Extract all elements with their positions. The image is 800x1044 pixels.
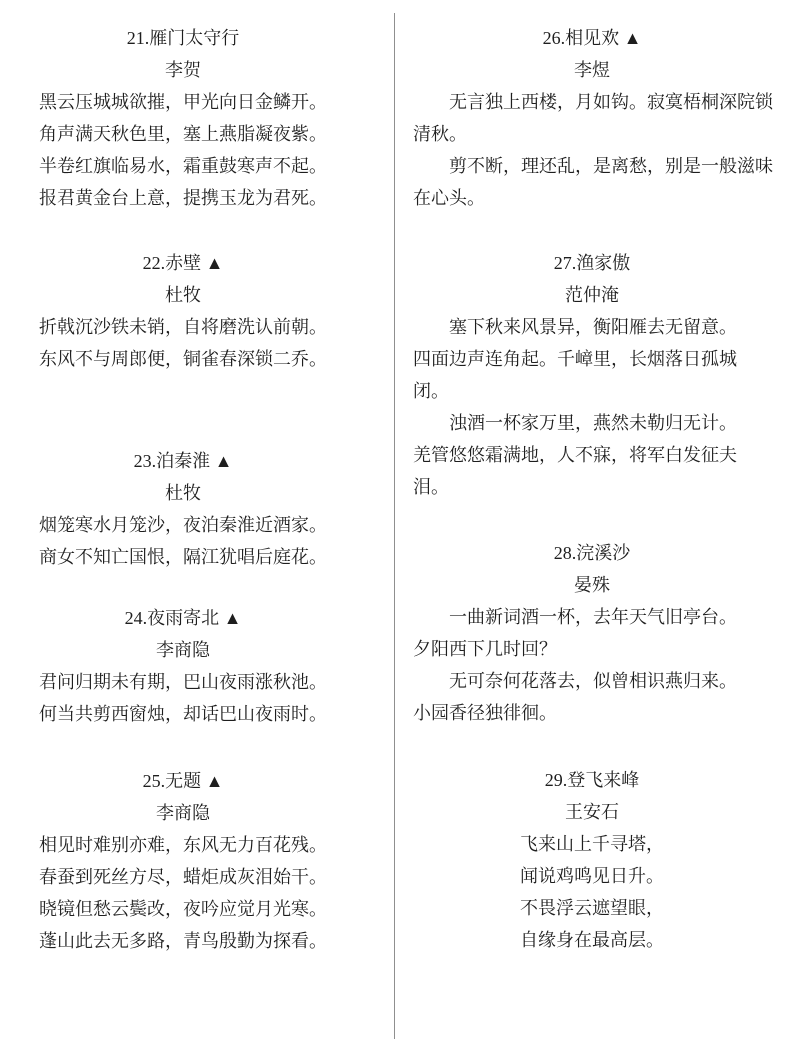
poem-line: 不畏浮云遮望眼，	[520, 898, 664, 918]
poem-line: 羌管悠悠霜满地，人不寐，将军白发征夫	[413, 445, 737, 465]
poem-title: 25.无题 ▲	[142, 771, 224, 791]
poem	[0, 765, 366, 957]
poem-line: 黑云压城城欲摧，甲光向日金鳞开。	[39, 92, 327, 112]
poem-title: 22.赤壁 ▲	[142, 253, 224, 273]
poem-author: 范仲淹	[565, 285, 619, 305]
right-column	[413, 22, 771, 956]
poem-author: 李煜	[574, 60, 610, 80]
poem-line: 在心头。	[413, 188, 485, 208]
poem-title: 21.雁门太守行	[126, 28, 240, 48]
poem-line: 蓬山此去无多路，青鸟殷勤为探看。	[39, 931, 327, 951]
poem-line: 塞下秋来风景异，衡阳雁去无留意。	[449, 317, 737, 337]
poem-line: 飞来山上千寻塔，	[520, 834, 664, 854]
poem-author: 杜牧	[165, 285, 201, 305]
poem-line: 夕阳西下几时回？	[413, 639, 557, 659]
poem-title: 24.夜雨寄北 ▲	[124, 608, 242, 628]
poem-line: 闭。	[413, 381, 449, 401]
poem-author: 杜牧	[165, 483, 201, 503]
poem-line: 泪。	[413, 477, 449, 497]
poem	[0, 247, 366, 375]
poem-title: 26.相见欢 ▲	[542, 28, 642, 48]
poem-line: 清秋。	[413, 124, 467, 144]
poem-line: 闻说鸡鸣见日升。	[520, 866, 664, 886]
poem-line: 四面边声连角起。千嶂里，长烟落日孤城	[413, 349, 737, 369]
poem	[0, 602, 366, 730]
left-column	[0, 22, 366, 957]
poem-author: 李贺	[165, 60, 201, 80]
poem-line: 半卷红旗临易水，霜重鼓寒声不起。	[39, 156, 327, 176]
poem-line: 商女不知亡国恨，隔江犹唱后庭花。	[39, 547, 327, 567]
poem-line: 无言独上西楼，月如钩。寂寞梧桐深院锁	[449, 92, 773, 112]
poem-line: 一曲新词酒一杯，去年天气旧亭台。	[449, 607, 737, 627]
poem-line: 东风不与周郎便，铜雀春深锁二乔。	[39, 349, 327, 369]
poem-line: 相见时难别亦难，东风无力百花残。	[39, 835, 327, 855]
poem-author: 晏殊	[574, 575, 610, 595]
poem-line: 小园香径独徘徊。	[413, 703, 557, 723]
poem-line: 春蚕到死丝方尽，蜡炬成灰泪始干。	[39, 867, 327, 887]
poem-title: 29.登飞来峰	[544, 770, 640, 790]
poem-line: 报君黄金台上意，提携玉龙为君死。	[39, 188, 327, 208]
poem	[0, 445, 366, 573]
poem-line: 自缘身在最高层。	[520, 930, 664, 950]
poem-line: 浊酒一杯家万里，燕然未勒归无计。	[449, 413, 737, 433]
poem	[413, 22, 771, 214]
poem-line: 折戟沉沙铁未销，自将磨洗认前朝。	[39, 317, 327, 337]
poem	[413, 764, 771, 956]
poem-author: 李商隐	[156, 803, 210, 823]
poem-line: 君问归期未有期，巴山夜雨涨秋池。	[39, 672, 327, 692]
poem-line: 角声满天秋色里，塞上燕脂凝夜紫。	[39, 124, 327, 144]
poem	[413, 537, 771, 729]
poem-title: 27.渔家傲	[553, 253, 631, 273]
poem-line: 烟笼寒水月笼沙，夜泊秦淮近酒家。	[39, 515, 327, 535]
poem	[0, 22, 366, 214]
poem-line: 剪不断，理还乱，是离愁，别是一般滋味	[449, 156, 773, 176]
poem-line: 晓镜但愁云鬓改，夜吟应觉月光寒。	[39, 899, 327, 919]
column-divider	[394, 13, 395, 1039]
poem-author: 李商隐	[156, 640, 210, 660]
poem-title: 28.浣溪沙	[553, 543, 631, 563]
poem	[413, 247, 771, 503]
poem-title: 23.泊秦淮 ▲	[133, 451, 233, 471]
poem-author: 王安石	[565, 802, 619, 822]
poem-line: 何当共剪西窗烛，却话巴山夜雨时。	[39, 704, 327, 724]
poem-line: 无可奈何花落去，似曾相识燕归来。	[449, 671, 737, 691]
